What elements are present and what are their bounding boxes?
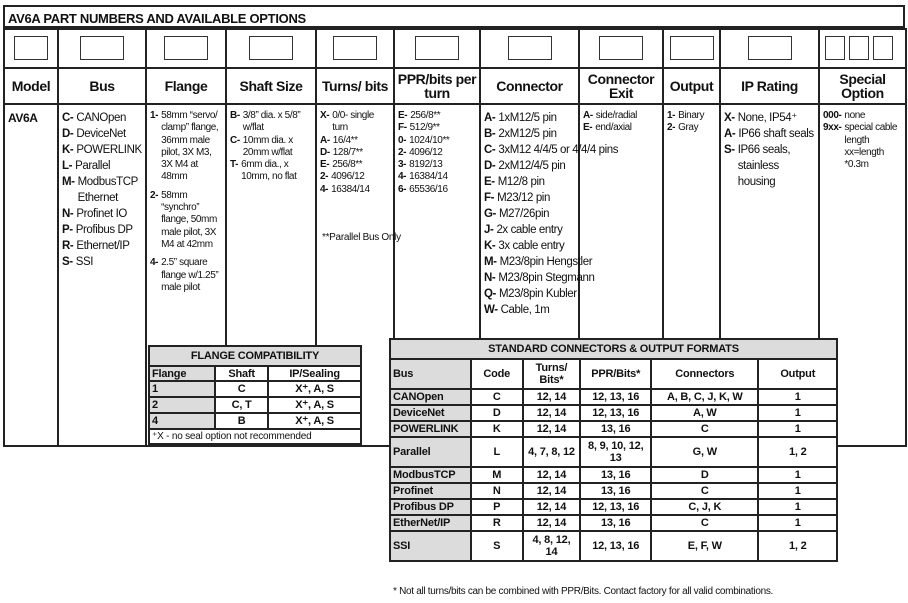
column-header: Connector Exit	[587, 71, 655, 101]
option-code: D-	[62, 128, 74, 140]
table-cell: L	[471, 437, 523, 467]
option-label: special cable length xx=length *0.3m	[844, 122, 898, 171]
code-box[interactable]	[80, 36, 124, 60]
table-cell: Connectors	[651, 359, 758, 389]
option-code: 4-	[398, 171, 407, 183]
table-cell: 4	[149, 413, 215, 429]
exit-options	[583, 110, 659, 135]
table-cell: 12, 14	[523, 467, 581, 483]
row-divider	[3, 28, 907, 30]
option-item	[484, 286, 575, 302]
table-cell: M	[471, 467, 523, 483]
option-item	[150, 110, 222, 184]
option-label: 6mm dia., x 10mm, no flat	[241, 159, 297, 183]
option-code: F-	[398, 122, 407, 134]
table-cell: 1	[758, 515, 837, 531]
option-code: 1-	[667, 110, 676, 121]
column-header: Bus	[89, 78, 115, 94]
ppr-options	[398, 110, 476, 196]
option-code: T-	[230, 159, 239, 171]
option-code: G-	[484, 208, 496, 220]
option-code: 6-	[398, 183, 407, 195]
table-cell: Code	[471, 359, 523, 389]
table-row	[390, 389, 837, 405]
shaft-options	[230, 110, 312, 184]
table-row	[390, 467, 837, 483]
table-row	[149, 397, 361, 413]
option-label: 16384/14	[331, 183, 370, 195]
option-label: 2xM12/4/5 pin	[498, 160, 566, 172]
table-cell: IP/Sealing	[268, 366, 361, 381]
flange-options	[150, 110, 222, 300]
option-code: E-	[484, 176, 495, 188]
special-options	[823, 110, 902, 171]
option-label: 256/8**	[332, 159, 363, 171]
option-label: 58mm “synchro” flange, 50mm male pilot, 3X M4 at 42mm	[161, 189, 217, 250]
code-box[interactable]	[599, 36, 643, 60]
table-cell: D	[471, 405, 523, 421]
code-box[interactable]	[508, 36, 552, 60]
flange-compatibility-table	[148, 345, 362, 445]
table-cell: 12, 14	[523, 483, 581, 499]
table-cell: POWERLINK	[390, 421, 471, 437]
option-code: L-	[62, 160, 73, 172]
option-code: 2-	[320, 171, 329, 183]
option-label: 1xM12/5 pin	[498, 112, 557, 124]
option-label: M23/12 pin	[497, 192, 550, 204]
option-code: B-	[230, 110, 240, 121]
table-cell: 12, 14	[523, 389, 581, 405]
table-row	[390, 515, 837, 531]
option-label: Ethernet/IP	[76, 240, 130, 252]
table-cell: 1, 2	[758, 531, 837, 561]
option-label: 512/9**	[409, 122, 440, 134]
option-code: K-	[484, 240, 496, 252]
table-cell: EtherNet/IP	[390, 515, 471, 531]
table-cell: C	[471, 389, 523, 405]
table-cell: 13, 16	[580, 421, 651, 437]
option-code: 4-	[320, 183, 329, 195]
option-item	[724, 142, 815, 190]
table-cell: C, T	[215, 397, 268, 413]
column-header: Connector	[496, 78, 563, 94]
option-label: Cable, 1m	[500, 304, 550, 316]
table-cell: X⁺, A, S	[268, 381, 361, 397]
option-label: 1024/10**	[409, 134, 450, 146]
table-cell: CANOpen	[390, 389, 471, 405]
option-code: Q-	[484, 288, 496, 300]
table-cell: G, W	[651, 437, 758, 467]
option-item	[230, 135, 312, 160]
option-code: 9xx-	[823, 122, 842, 134]
option-label: 4096/12	[331, 171, 365, 183]
option-code: M-	[62, 176, 75, 188]
code-box[interactable]	[825, 36, 845, 60]
option-item	[484, 238, 575, 254]
option-item	[724, 126, 815, 142]
turns-note: **Parallel Bus Only	[322, 232, 401, 243]
table-cell: 1	[758, 483, 837, 499]
option-label: M12/8 pin	[497, 176, 545, 188]
option-label: 3xM12 4/4/5 or 4/4/4 pins	[498, 144, 619, 156]
option-item	[398, 159, 476, 171]
table-title-row	[390, 339, 837, 359]
option-item	[62, 142, 142, 158]
table-cell: A, B, C, J, K, W	[651, 389, 758, 405]
option-item	[667, 122, 716, 134]
option-item	[62, 126, 142, 142]
table-cell: C, J, K	[651, 499, 758, 515]
option-code: N-	[484, 272, 496, 284]
option-item	[667, 110, 716, 122]
option-item	[398, 135, 476, 147]
option-item	[484, 190, 575, 206]
table-cell: 12, 14	[523, 421, 581, 437]
option-code: J-	[484, 224, 494, 236]
option-label: IP66 seals, stainless housing	[737, 144, 791, 188]
option-code: W-	[484, 304, 498, 316]
table-cell: FLANGE COMPATIBILITY	[149, 346, 361, 366]
option-label: 16384/14	[409, 171, 448, 183]
option-code: A-	[583, 110, 593, 121]
option-label: M23/8pin Stegmann	[498, 272, 595, 284]
table-row	[390, 421, 837, 437]
option-item	[398, 110, 476, 122]
table-cell: 1	[758, 389, 837, 405]
option-label: CANOpen	[76, 112, 126, 124]
column-header: Shaft Size	[239, 78, 303, 94]
option-label: Gray	[678, 122, 699, 134]
table-cell: 1	[149, 381, 215, 397]
table-cell: ModbusTCP	[390, 467, 471, 483]
table-row	[390, 437, 837, 467]
option-item	[484, 158, 575, 174]
option-item	[62, 222, 142, 238]
table-cell: R	[471, 515, 523, 531]
table-cell: 13, 16	[580, 515, 651, 531]
table-cell: P	[471, 499, 523, 515]
option-item	[823, 110, 902, 122]
option-item	[230, 110, 312, 135]
table-cell: ⁺X - no seal option not recommended	[149, 429, 361, 444]
option-code: 2-	[150, 189, 159, 201]
option-code: F-	[484, 192, 495, 204]
table-cell: 13, 16	[580, 467, 651, 483]
option-code: X-	[724, 112, 735, 124]
table-cell: STANDARD CONNECTORS & OUTPUT FORMATS	[390, 339, 837, 359]
column-header: PPR/bits per turn	[397, 71, 477, 101]
option-label: ModbusTCP Ethernet	[77, 176, 138, 204]
option-item	[823, 122, 902, 171]
table-cell: S	[471, 531, 523, 561]
option-label: DeviceNet	[76, 128, 126, 140]
option-code: B-	[484, 128, 496, 140]
table-note-row	[149, 429, 361, 444]
column-header: Flange	[164, 78, 208, 94]
option-item	[320, 135, 390, 147]
option-item	[484, 110, 575, 126]
option-label: side/radial	[595, 110, 637, 121]
option-item	[398, 171, 476, 183]
table-cell: 13, 16	[580, 483, 651, 499]
table-cell: 12, 14	[523, 515, 581, 531]
option-label: 10mm dia. x 20mm w/flat	[242, 134, 293, 158]
table-cell: 12, 13, 16	[580, 389, 651, 405]
option-code: S-	[724, 144, 735, 156]
table-cell: 12, 14	[523, 405, 581, 421]
table-cell: 8, 9, 10, 12, 13	[580, 437, 651, 467]
table-cell: Profibus DP	[390, 499, 471, 515]
table-cell: 1	[758, 421, 837, 437]
table-cell: Output	[758, 359, 837, 389]
option-label: Profibus DP	[75, 224, 133, 236]
table-cell: 4, 7, 8, 12	[523, 437, 581, 467]
table-cell: 1	[758, 467, 837, 483]
option-item	[484, 222, 575, 238]
code-box[interactable]	[14, 36, 48, 60]
option-label: 2xM12/5 pin	[498, 128, 557, 140]
table-cell: 12, 14	[523, 499, 581, 515]
table-header-row	[390, 359, 837, 389]
option-item	[583, 110, 659, 122]
option-item	[320, 110, 390, 135]
table-row	[390, 499, 837, 515]
option-code: R-	[62, 240, 74, 252]
option-label: 2x cable entry	[496, 224, 563, 236]
table-cell: Turns/ Bits*	[523, 359, 581, 389]
option-item	[398, 184, 476, 196]
footnote: * Not all turns/bits can be combined with PPR/Bits. Contact factory for all valid combinations.	[393, 586, 774, 597]
option-code: A-	[724, 128, 736, 140]
option-code: E-	[320, 159, 330, 171]
option-item	[484, 142, 619, 158]
table-row	[390, 405, 837, 421]
option-code: 1-	[150, 110, 159, 121]
table-cell: Profinet	[390, 483, 471, 499]
table-cell: C	[651, 483, 758, 499]
table-row	[149, 413, 361, 429]
option-code: 2-	[667, 122, 676, 134]
option-item	[230, 159, 312, 184]
table-cell: DeviceNet	[390, 405, 471, 421]
option-item	[320, 171, 390, 183]
standard-connectors-table	[389, 338, 838, 562]
table-cell: PPR/Bits*	[580, 359, 651, 389]
code-box[interactable]	[849, 36, 869, 60]
option-item	[484, 302, 575, 318]
option-code: 4-	[150, 257, 159, 269]
table-cell: X⁺, A, S	[268, 413, 361, 429]
option-code: A-	[320, 134, 330, 146]
table-cell: 12, 13, 16	[580, 531, 651, 561]
table-cell: Bus	[390, 359, 471, 389]
option-code: M-	[484, 256, 497, 268]
option-label: M23/8pin Kubler	[498, 288, 577, 300]
option-label: 2.5” square flange w/1.25” male pilot	[161, 257, 219, 293]
option-item	[320, 159, 390, 171]
table-cell: 12, 13, 16	[580, 405, 651, 421]
option-label: 128/7**	[332, 146, 363, 158]
column-header: IP Rating	[741, 78, 798, 94]
option-label: 4096/12	[409, 146, 443, 158]
option-label: POWERLINK	[76, 144, 142, 156]
table-row	[390, 483, 837, 499]
option-label: 65536/16	[409, 183, 448, 195]
table-cell: X⁺, A, S	[268, 397, 361, 413]
option-code: C-	[230, 134, 240, 146]
option-item	[62, 238, 142, 254]
turns-options	[320, 110, 390, 196]
option-code: X-	[320, 110, 330, 121]
table-cell: A, W	[651, 405, 758, 421]
option-item	[484, 206, 575, 222]
option-label: M23/8pin Hengstler	[499, 256, 593, 268]
option-label: M27/26pin	[498, 208, 550, 220]
table-cell: SSI	[390, 531, 471, 561]
table-title-row	[149, 346, 361, 366]
table-row	[149, 381, 361, 397]
option-label: 58mm “servo/ clamp” flange, 36mm male pilot, 3X M3, 3X M4 at 48mm	[161, 110, 219, 183]
option-item	[484, 270, 595, 286]
option-item	[62, 174, 142, 206]
option-item	[62, 110, 142, 126]
table-cell: C	[215, 381, 268, 397]
option-item	[484, 174, 575, 190]
code-box[interactable]	[415, 36, 459, 60]
code-box[interactable]	[333, 36, 377, 60]
option-label: none	[844, 110, 866, 121]
option-label: 3x cable entry	[498, 240, 565, 252]
option-code: 0-	[398, 134, 407, 146]
code-box[interactable]	[249, 36, 293, 60]
table-row	[390, 531, 837, 561]
page-title: AV6A PART NUMBERS AND AVAILABLE OPTIONS	[3, 5, 905, 28]
table-cell: Parallel	[390, 437, 471, 467]
option-code: 2-	[398, 146, 407, 158]
option-code: 3-	[398, 159, 407, 171]
option-label: 0/0- single turn	[332, 110, 374, 134]
option-code: P-	[62, 224, 73, 236]
option-label: 256/8**	[410, 110, 441, 121]
option-label: Profinet IO	[76, 208, 127, 220]
option-code: E-	[398, 110, 408, 121]
column-header: Output	[669, 78, 714, 94]
option-label: SSI	[75, 256, 94, 268]
option-code: C-	[62, 112, 74, 124]
table-cell: 2	[149, 397, 215, 413]
table-cell: 1	[758, 405, 837, 421]
option-item	[484, 126, 575, 142]
option-code: S-	[62, 256, 73, 268]
option-label: end/axial	[595, 122, 632, 134]
table-cell: Shaft	[215, 366, 268, 381]
table-cell: D	[651, 467, 758, 483]
table-cell: C	[651, 421, 758, 437]
table-cell: E, F, W	[651, 531, 758, 561]
table-header-row	[149, 366, 361, 381]
output-options	[667, 110, 716, 135]
table-cell: 1	[758, 499, 837, 515]
option-item	[62, 206, 142, 222]
code-box[interactable]	[873, 36, 893, 60]
option-code: D-	[484, 160, 496, 172]
option-code: N-	[62, 208, 74, 220]
column-header: Turns/ bits	[321, 78, 389, 94]
option-item	[398, 147, 476, 159]
option-label: IP66 shaft seals	[738, 128, 814, 140]
table-cell: 12, 13, 16	[580, 499, 651, 515]
code-box[interactable]	[164, 36, 208, 60]
option-item	[583, 122, 659, 134]
bus-options	[62, 110, 142, 270]
option-item	[62, 254, 142, 270]
option-label: None, IP54⁺	[737, 112, 797, 124]
table-cell: K	[471, 421, 523, 437]
column-divider	[905, 28, 907, 445]
option-label: 16/4**	[332, 134, 358, 146]
option-code: E-	[583, 122, 593, 134]
option-code: K-	[62, 144, 74, 156]
option-item	[150, 257, 222, 294]
option-code: A-	[484, 112, 496, 124]
option-item	[724, 110, 815, 126]
table-cell: N	[471, 483, 523, 499]
column-header: Model	[11, 78, 51, 94]
column-header: Special Option	[839, 71, 886, 101]
option-label: 8192/13	[409, 159, 443, 171]
code-box[interactable]	[670, 36, 714, 60]
model-value: AV6A	[8, 111, 38, 125]
option-code: C-	[484, 144, 496, 156]
code-box[interactable]	[748, 36, 792, 60]
table-cell: 4, 8, 12, 14	[523, 531, 581, 561]
option-item	[62, 158, 142, 174]
option-code: 000-	[823, 110, 842, 121]
option-item	[484, 254, 593, 270]
table-cell: B	[215, 413, 268, 429]
table-cell: C	[651, 515, 758, 531]
row-divider	[3, 103, 907, 105]
table-cell: Flange	[149, 366, 215, 381]
option-label: Binary	[678, 110, 705, 121]
option-item	[320, 147, 390, 159]
option-item	[320, 184, 390, 196]
option-item	[150, 190, 222, 251]
ip-options	[724, 110, 815, 190]
table-cell: 1, 2	[758, 437, 837, 467]
option-item	[398, 122, 476, 134]
option-code: D-	[320, 146, 330, 158]
option-label: 3/8” dia. x 5/8” w/flat	[242, 110, 301, 134]
option-label: Parallel	[75, 160, 111, 172]
